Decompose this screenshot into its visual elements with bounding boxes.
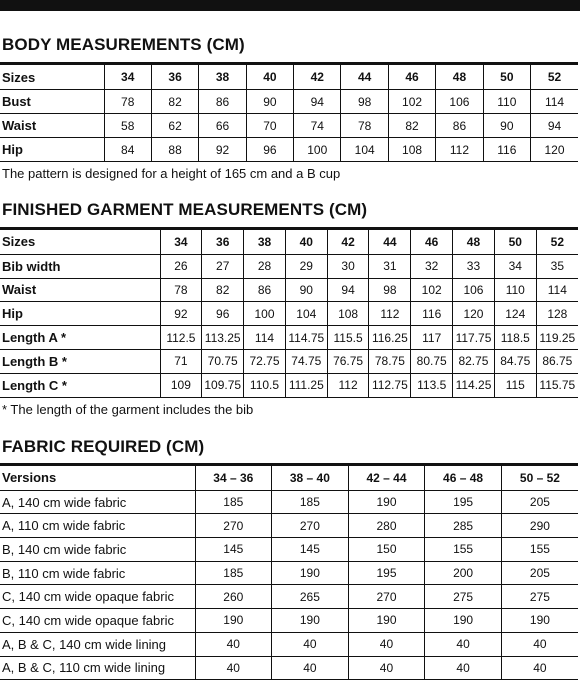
table-cell: 40 xyxy=(501,656,578,680)
table-cell: 28 xyxy=(244,254,286,278)
table-cell: 280 xyxy=(348,514,425,538)
body-header-row xyxy=(0,64,578,90)
garment-measurements-note: * The length of the garment includes the bib xyxy=(2,402,254,417)
table-cell: 116 xyxy=(411,302,453,326)
header-cell: 38 – 40 xyxy=(272,465,349,491)
table-cell: 109 xyxy=(160,373,202,397)
table-cell: 112.5 xyxy=(160,326,202,350)
header-cell: 34 xyxy=(160,229,202,255)
header-cell: 50 xyxy=(494,229,536,255)
table-cell: 195 xyxy=(348,561,425,585)
table-cell: 72.75 xyxy=(244,349,286,373)
body-measurements-title: BODY MEASUREMENTS (CM) xyxy=(2,35,245,54)
table-cell: 110 xyxy=(494,278,536,302)
table-cell: 94 xyxy=(531,114,578,138)
table-cell: 86.75 xyxy=(536,349,578,373)
table-cell: 155 xyxy=(425,538,502,562)
top-bar xyxy=(0,0,580,11)
table-cell: 190 xyxy=(348,490,425,514)
table-row xyxy=(0,326,578,350)
table-cell: 104 xyxy=(341,138,388,162)
table-cell: 185 xyxy=(195,561,272,585)
table-cell: 100 xyxy=(244,302,286,326)
table-cell: 82 xyxy=(202,278,244,302)
header-cell: 46 – 48 xyxy=(425,465,502,491)
header-cell: 42 xyxy=(327,229,369,255)
row-label: B, 110 cm wide fabric xyxy=(0,561,195,585)
table-cell: 260 xyxy=(195,585,272,609)
table-cell: 270 xyxy=(272,514,349,538)
table-cell: 78 xyxy=(341,114,388,138)
table-cell: 40 xyxy=(348,656,425,680)
table-cell: 117 xyxy=(411,326,453,350)
table-cell: 265 xyxy=(272,585,349,609)
table-cell: 90 xyxy=(246,90,293,114)
garment-measurements-table xyxy=(0,227,578,398)
table-cell: 275 xyxy=(425,585,502,609)
table-cell: 71 xyxy=(160,349,202,373)
table-cell: 275 xyxy=(501,585,578,609)
row-label: C, 140 cm wide opaque fabric xyxy=(0,609,195,633)
table-cell: 270 xyxy=(195,514,272,538)
row-label: A, B & C, 140 cm wide lining xyxy=(0,632,195,656)
garment-measurements-body xyxy=(0,229,578,398)
table-cell: 116 xyxy=(483,138,530,162)
table-row xyxy=(0,90,578,114)
table-cell: 40 xyxy=(425,632,502,656)
table-cell: 113.25 xyxy=(202,326,244,350)
table-row xyxy=(0,302,578,326)
table-cell: 98 xyxy=(341,90,388,114)
header-cell: 40 xyxy=(246,64,293,90)
table-cell: 30 xyxy=(327,254,369,278)
table-cell: 74 xyxy=(294,114,341,138)
table-cell: 115 xyxy=(494,373,536,397)
table-cell: 86 xyxy=(436,114,483,138)
header-cell: Sizes xyxy=(0,64,104,90)
header-cell: 46 xyxy=(411,229,453,255)
table-cell: 100 xyxy=(294,138,341,162)
table-cell: 185 xyxy=(195,490,272,514)
body-measurements-body xyxy=(0,64,578,162)
table-cell: 40 xyxy=(501,632,578,656)
table-cell: 112 xyxy=(436,138,483,162)
table-cell: 70.75 xyxy=(202,349,244,373)
row-label: Length B * xyxy=(0,349,160,373)
table-row xyxy=(0,254,578,278)
table-row xyxy=(0,561,578,585)
table-cell: 111.25 xyxy=(285,373,327,397)
table-cell: 40 xyxy=(425,656,502,680)
table-cell: 150 xyxy=(348,538,425,562)
table-cell: 115.75 xyxy=(536,373,578,397)
table-cell: 92 xyxy=(160,302,202,326)
body-measurements-table xyxy=(0,62,578,162)
garment-measurements-title: FINISHED GARMENT MEASUREMENTS (CM) xyxy=(2,200,368,219)
row-label: A, 110 cm wide fabric xyxy=(0,514,195,538)
table-cell: 40 xyxy=(195,632,272,656)
table-cell: 62 xyxy=(151,114,198,138)
table-cell: 29 xyxy=(285,254,327,278)
header-cell: 34 xyxy=(104,64,151,90)
body-measurements-note: The pattern is designed for a height of 165 cm and a B cup xyxy=(2,166,341,181)
table-cell: 185 xyxy=(272,490,349,514)
table-cell: 190 xyxy=(501,609,578,633)
table-cell: 114.75 xyxy=(285,326,327,350)
table-cell: 145 xyxy=(195,538,272,562)
table-cell: 115.5 xyxy=(327,326,369,350)
table-cell: 78 xyxy=(104,90,151,114)
table-cell: 190 xyxy=(272,561,349,585)
table-row xyxy=(0,114,578,138)
header-cell: Versions xyxy=(0,465,195,491)
table-cell: 102 xyxy=(388,90,435,114)
table-cell: 96 xyxy=(246,138,293,162)
table-cell: 118.5 xyxy=(494,326,536,350)
table-cell: 109.75 xyxy=(202,373,244,397)
table-cell: 34 xyxy=(494,254,536,278)
table-cell: 35 xyxy=(536,254,578,278)
table-row xyxy=(0,349,578,373)
table-cell: 106 xyxy=(436,90,483,114)
table-cell: 116.25 xyxy=(369,326,411,350)
table-cell: 86 xyxy=(199,90,246,114)
table-cell: 270 xyxy=(348,585,425,609)
table-cell: 31 xyxy=(369,254,411,278)
table-row xyxy=(0,585,578,609)
table-cell: 58 xyxy=(104,114,151,138)
row-label: Waist xyxy=(0,114,104,138)
table-cell: 106 xyxy=(453,278,495,302)
table-cell: 94 xyxy=(327,278,369,302)
table-cell: 82.75 xyxy=(453,349,495,373)
table-cell: 110.5 xyxy=(244,373,286,397)
table-cell: 70 xyxy=(246,114,293,138)
fabric-required-title: FABRIC REQUIRED (CM) xyxy=(2,437,205,456)
header-cell: 42 xyxy=(294,64,341,90)
header-cell: 52 xyxy=(531,64,578,90)
header-cell: 48 xyxy=(453,229,495,255)
table-cell: 117.75 xyxy=(453,326,495,350)
header-cell: 50 xyxy=(483,64,530,90)
table-cell: 200 xyxy=(425,561,502,585)
table-cell: 82 xyxy=(388,114,435,138)
table-cell: 112.75 xyxy=(369,373,411,397)
table-cell: 33 xyxy=(453,254,495,278)
table-cell: 92 xyxy=(199,138,246,162)
table-row xyxy=(0,278,578,302)
table-cell: 112 xyxy=(369,302,411,326)
table-cell: 114.25 xyxy=(453,373,495,397)
table-cell: 285 xyxy=(425,514,502,538)
header-cell: 48 xyxy=(436,64,483,90)
table-cell: 108 xyxy=(388,138,435,162)
table-cell: 40 xyxy=(272,656,349,680)
header-cell: Sizes xyxy=(0,229,160,255)
header-cell: 38 xyxy=(199,64,246,90)
table-row xyxy=(0,632,578,656)
row-label: A, B & C, 110 cm wide lining xyxy=(0,656,195,680)
fabric-required-table xyxy=(0,463,578,680)
header-cell: 52 xyxy=(536,229,578,255)
header-cell: 44 xyxy=(369,229,411,255)
table-row xyxy=(0,609,578,633)
table-cell: 110 xyxy=(483,90,530,114)
table-row xyxy=(0,514,578,538)
row-label: Length C * xyxy=(0,373,160,397)
table-cell: 74.75 xyxy=(285,349,327,373)
table-cell: 66 xyxy=(199,114,246,138)
table-cell: 84 xyxy=(104,138,151,162)
header-cell: 46 xyxy=(388,64,435,90)
table-cell: 195 xyxy=(425,490,502,514)
row-label: A, 140 cm wide fabric xyxy=(0,490,195,514)
header-cell: 38 xyxy=(244,229,286,255)
table-row xyxy=(0,373,578,397)
table-cell: 94 xyxy=(294,90,341,114)
table-cell: 27 xyxy=(202,254,244,278)
row-label: C, 140 cm wide opaque fabric xyxy=(0,585,195,609)
table-cell: 190 xyxy=(348,609,425,633)
header-cell: 44 xyxy=(341,64,388,90)
table-cell: 88 xyxy=(151,138,198,162)
table-cell: 96 xyxy=(202,302,244,326)
table-cell: 40 xyxy=(195,656,272,680)
header-cell: 36 xyxy=(151,64,198,90)
header-cell: 36 xyxy=(202,229,244,255)
table-cell: 145 xyxy=(272,538,349,562)
table-cell: 119.25 xyxy=(536,326,578,350)
table-cell: 114 xyxy=(244,326,286,350)
table-cell: 190 xyxy=(272,609,349,633)
table-cell: 120 xyxy=(453,302,495,326)
table-cell: 290 xyxy=(501,514,578,538)
table-cell: 40 xyxy=(272,632,349,656)
table-cell: 90 xyxy=(285,278,327,302)
table-cell: 78 xyxy=(160,278,202,302)
table-cell: 86 xyxy=(244,278,286,302)
table-cell: 78.75 xyxy=(369,349,411,373)
table-row xyxy=(0,538,578,562)
table-cell: 84.75 xyxy=(494,349,536,373)
row-label: Bust xyxy=(0,90,104,114)
table-cell: 90 xyxy=(483,114,530,138)
table-cell: 76.75 xyxy=(327,349,369,373)
row-label: B, 140 cm wide fabric xyxy=(0,538,195,562)
fabric-header-row xyxy=(0,465,578,491)
fabric-required-body xyxy=(0,465,578,680)
row-label: Hip xyxy=(0,138,104,162)
table-cell: 112 xyxy=(327,373,369,397)
table-cell: 98 xyxy=(369,278,411,302)
table-row xyxy=(0,138,578,162)
table-cell: 104 xyxy=(285,302,327,326)
header-cell: 34 – 36 xyxy=(195,465,272,491)
table-cell: 32 xyxy=(411,254,453,278)
table-cell: 40 xyxy=(348,632,425,656)
table-cell: 190 xyxy=(425,609,502,633)
table-cell: 155 xyxy=(501,538,578,562)
table-cell: 108 xyxy=(327,302,369,326)
table-cell: 102 xyxy=(411,278,453,302)
row-label: Waist xyxy=(0,278,160,302)
row-label: Bib width xyxy=(0,254,160,278)
table-cell: 114 xyxy=(536,278,578,302)
table-cell: 114 xyxy=(531,90,578,114)
table-cell: 190 xyxy=(195,609,272,633)
row-label: Length A * xyxy=(0,326,160,350)
table-cell: 205 xyxy=(501,561,578,585)
header-cell: 40 xyxy=(285,229,327,255)
garment-header-row xyxy=(0,229,578,255)
header-cell: 50 – 52 xyxy=(501,465,578,491)
table-cell: 120 xyxy=(531,138,578,162)
row-label: Hip xyxy=(0,302,160,326)
table-cell: 113.5 xyxy=(411,373,453,397)
table-row xyxy=(0,656,578,680)
table-cell: 205 xyxy=(501,490,578,514)
table-cell: 82 xyxy=(151,90,198,114)
header-cell: 42 – 44 xyxy=(348,465,425,491)
table-row xyxy=(0,490,578,514)
table-cell: 26 xyxy=(160,254,202,278)
table-cell: 128 xyxy=(536,302,578,326)
table-cell: 80.75 xyxy=(411,349,453,373)
table-cell: 124 xyxy=(494,302,536,326)
